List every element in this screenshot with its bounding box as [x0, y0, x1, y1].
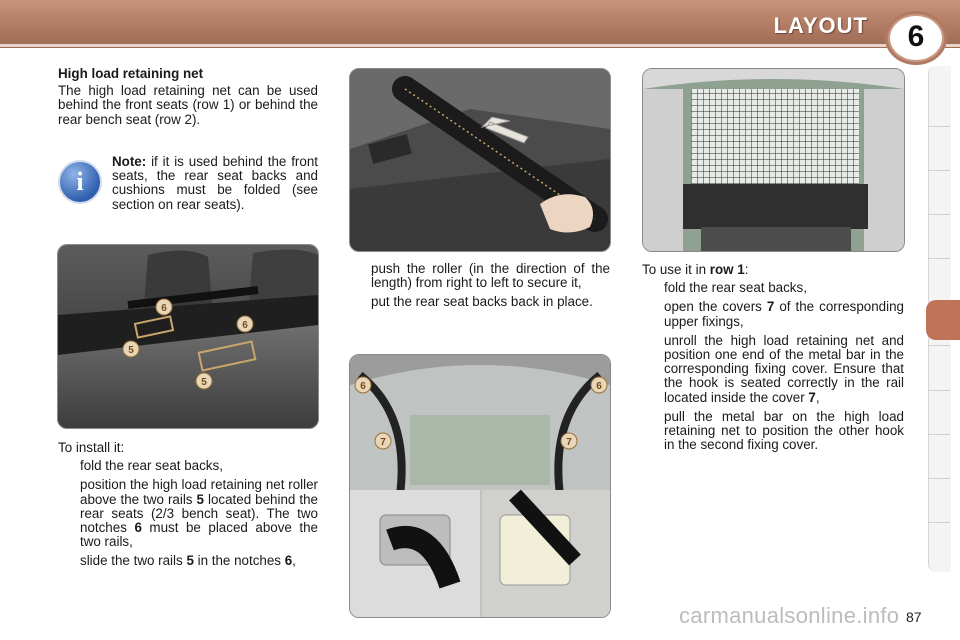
tab-divider: [928, 522, 950, 523]
intro-block: [58, 67, 318, 127]
intro-paragraph: The high load retaining net can be used behind the front seats (row 1) or behind the rear bench seat (row 2).: [58, 83, 318, 127]
tab-divider: [928, 170, 950, 171]
tab-divider: [928, 214, 950, 215]
note-label: Note:: [112, 154, 147, 169]
photo-roller-illustration: [350, 69, 610, 251]
callout-7a: 7: [380, 437, 386, 448]
section-heading: High load retaining net: [58, 66, 204, 81]
photo-net-installed: [642, 68, 905, 252]
install-step: position the high load retaining net roller above the two rails 5 located behind the rear seats (2/3 bench seat). The two notches 6 must be placed above the two rails,: [80, 477, 318, 550]
chapter-title: LAYOUT: [773, 13, 868, 38]
use-step: unroll the high load retaining net and position one end of the metal bar in the corresponding fixing cover. Ensure that the hook is seated correctly in the rail located inside the cover 7,: [664, 332, 904, 405]
photo-push-roller: [349, 68, 611, 252]
tab-divider: [928, 258, 950, 259]
use-step: pull the metal bar on the high load retaining net to position the other hook in the second fixing cover.: [664, 408, 904, 453]
photo-rails-illustration: [58, 245, 318, 428]
tab-divider: [928, 434, 950, 435]
photo-rails-notches: [57, 244, 319, 429]
use-block: [642, 263, 904, 457]
photo-upper-fixings: [349, 354, 611, 618]
watermark: carmanualsonline.info: [679, 603, 900, 628]
tab-divider: [928, 345, 950, 346]
install-step: fold the rear seat backs,: [80, 458, 223, 474]
push-steps: [349, 262, 610, 310]
note-text: if it is used behind the front seats, the rear seat backs and cushions must be folded (see section on rear seats).: [112, 154, 318, 212]
tab-divider: [928, 390, 950, 391]
install-title: To install it:: [58, 440, 125, 455]
chapter-number: 6: [907, 20, 925, 53]
callout-5b: 5: [201, 377, 207, 388]
callout-6c: 6: [360, 381, 366, 392]
push-step: put the rear seat backs back in place.: [371, 294, 593, 310]
callout-7b: 7: [566, 437, 572, 448]
tab-divider: [928, 478, 950, 479]
use-step: fold the rear seat backs,: [664, 280, 807, 296]
callout-6b: 6: [242, 320, 248, 331]
photo-net-illustration: [643, 69, 904, 251]
callout-6d: 6: [596, 381, 602, 392]
push-steps-block: [349, 262, 610, 315]
push-step: push the roller (in the direction of the length) from right to left to secure it,: [371, 261, 610, 291]
use-title: To use it in row 1:: [642, 262, 749, 277]
header-divider: [0, 44, 960, 47]
callout-6a: 6: [161, 303, 167, 314]
note-block: [112, 155, 318, 212]
chapter-badge: [888, 14, 944, 62]
install-block: [58, 441, 318, 574]
info-icon: i: [58, 160, 102, 204]
tab-divider: [928, 126, 950, 127]
install-steps: [58, 459, 318, 568]
callout-5a: 5: [128, 345, 134, 356]
use-steps: [642, 281, 904, 452]
chapter-tab-active[interactable]: [926, 300, 960, 340]
page-number: 87: [906, 609, 922, 625]
install-step: slide the two rails 5 in the notches 6,: [80, 553, 296, 569]
photo-fixings-illustration: [350, 355, 610, 617]
use-row: row 1: [709, 262, 745, 277]
use-step: open the covers 7 of the corresponding upper fixings,: [664, 299, 904, 329]
